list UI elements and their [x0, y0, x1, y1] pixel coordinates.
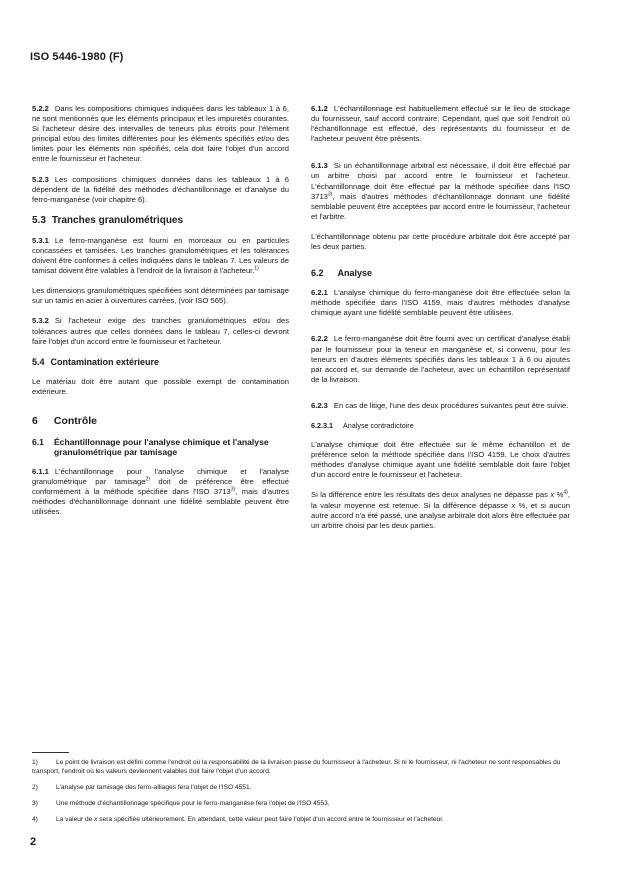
paragraph-sieve-dimensions: Les dimensions granulométriques spécifiées sont déterminées par tamisage sur un tamis en acier à ouvertures carrées, (voir ISO 565).	[32, 286, 289, 306]
paragraph-contradictory-analysis: L'analyse chimique doit être effectuée sur le même échantillon et de préférence selon la méthode spécifiée dans l'ISO 4159. Le choix d'autres méthodes d'analyse chimique ayant une fidélité semblable doit faire l'objet d'un accord entre le fournisseur et l'acheteur.	[311, 440, 570, 480]
footnote-ref-1: 1)	[254, 265, 259, 272]
heading-5-4: 5.4 Contamination extérieure	[32, 356, 160, 367]
page-number: 2	[30, 836, 37, 848]
clause-6-2-3: 6.2.3 En cas de litige, l'une des deux procédures suivantes peut être suivie.	[311, 400, 569, 410]
clause-5-3-2: 5.3.2 Si l'acheteur exige des tranches granulométriques et/ou des tolérances autres que celles données dans le tableau 7, celles-ci devront faire l'objet d'un accord entre le fournisseur et l'acheteur.	[32, 316, 289, 346]
footnote-ref-3b: 3)	[327, 191, 333, 198]
heading-6-2: 6.2 Analyse	[311, 268, 373, 279]
left-column	[32, 104, 289, 527]
footnote-ref-4: 4)	[563, 489, 568, 496]
heading-6: 6 Contrôle	[32, 414, 98, 427]
footnote-3: 3) Une méthode d'échantillonnage spécifique pour le ferro-manganèse fera l'objet de l'ISO 4553.	[32, 800, 330, 807]
clause-6-1-1: 6.1.1 L'échantillonnage pour l'analyse chimique et l'analyse granulométrique par tamisage$^{2)}$ doit de préférence être effectué conformément à la méthode spécifiée dans l'ISO 3713$^{3)}$, mais d'autres méthodes d'échantillonnage donnant une fidélité semblable peuvent être utilisées.	[32, 466, 289, 517]
heading-6-2-3-1: 6.2.3.1 Analyse contradictoire	[311, 420, 414, 430]
footnote-ref-2: 2)	[145, 476, 150, 483]
paragraph-arbitral-acceptance: L'échantillonnage obtenu par cette procédure arbitrale doit être accepté par les deux parties.	[311, 231, 570, 252]
footnote-ref-3: 3)	[230, 486, 236, 493]
heading-5-3: 5.3 Tranches granulométriques	[32, 214, 184, 226]
clause-6-1-2: 6.1.2 L'échantillonnage est habituellement effectué sur le lieu de stockage du fournisseur, sauf accord contraire. Cependant, quel que soit l'endroit où l'échantillonnage est effectué, des représentants du fournisseur et de l'acheteur peuvent être présents.	[311, 104, 570, 144]
footnote-2: 2) L'analyse par tamisage des ferro-alliages fera l'objet de l'ISO 4551.	[32, 784, 252, 791]
paragraph-difference-rule: Si la différence entre les résultats des deux analyses ne dépasse pas x %$^{4)}$, la valeur moyenne est retenue. Si la différence dépasse x %, et si aucun autre accord n'a été passé, une analyse arbitrale doit alors être effectuée par un arbitre choisi par les deux parties.	[311, 489, 570, 530]
clause-6-1-3: 6.1.3 Si un échantillonnage arbitral est nécessaire, il doit être effectué par un arbitre choisi par accord entre le fournisseur et l'acheteur. L'échantillonnage doit être effectué par la méthode spécifiée dans l'ISO 3713$^{3)}$, mais d'autres méthodes d'échantillonnage donnant une fidélité semblable peuvent être acceptées par accord entre le fournisseur, l'acheteur et l'arbitre.	[311, 161, 570, 221]
clause-5-2-2: 5.2.2 Dans les compositions chimiques indiquées dans les tableaux 1 à 6, ne sont mentionnés que les éléments principaux et les impuretés courantes. Si l'acheteur désire des intervalles de teneurs plus étroits pour l'élément principal et/ou des limites différentes pour les éléments spécifiés et/ou des limites pour les éléments non spécifiés, cela doit faire l'objet d'un accord entre le fournisseur et l'acheteur.	[32, 104, 289, 164]
document-header: ISO 5446-1980 (F)	[30, 51, 124, 63]
paragraph-contamination: Le matériau doit être autant que possible exempt de contamination extérieure.	[32, 376, 289, 396]
clause-6-2-1: 6.2.1 L'analyse chimique du ferro-manganèse doit être effectuée selon la méthode spécifiée dans l'ISO 4159, mais d'autres méthodes d'analyse chimique ayant une fidélité semblable peuvent être utilisées.	[311, 288, 570, 318]
clause-6-2-2: 6.2.2 Le ferro-manganèse doit être fourni avec un certificat d'analyse établi par le fournisseur pour la teneur en manganèse et, si convenu, pour les teneurs en d'autres éléments spécifiés dans les tableaux 1 à 6 ou ajoutés par accord et, sur demande de l'acheteur, avec un échantillon représentatif de la livraison.	[311, 334, 570, 384]
heading-6-1: 6.1 Échantillonnage pour l'analyse chimique et l'analyse granulométrique par tamisage	[32, 436, 269, 458]
footnote-1: 1) Le point de livraison est défini comme l'endroit où la responsabilité de la livraison passe du fournisseur à l'acheteur. Si ni le fournisseur, ni l'acheteur ne sont responsables du transport, l'endroit où les valeurs deviennent valables doit faire l'objet d'un accord.	[32, 759, 561, 775]
right-column	[311, 104, 570, 541]
footnote-4: 4) La valeur de x sera spécifiée ultérieurement. En attendant, cette valeur peut faire l'objet d'un accord entre le fournisseur et l'acheteur.	[32, 816, 444, 823]
clause-5-3-1: 5.3.1 Le ferro-manganèse est fourni en morceaux ou en particules concassées et tamisées. Les tranches granulométriques et les tolérances doivent être conformes à celles indiquées dans le tableau 7. Les valeurs de tamisat doivent être valables à l'endroit de la livraison à l'acheteur.$^{1)}$	[32, 235, 289, 276]
clause-5-2-3: 5.2.3 Les compositions chimiques données dans les tableaux 1 à 6 dépendent de la fidélité des méthodes d'échantillonnage et d'analyse du ferro-manganèse (voir chapitre 6).	[32, 174, 289, 204]
footnote-separator	[32, 752, 69, 753]
